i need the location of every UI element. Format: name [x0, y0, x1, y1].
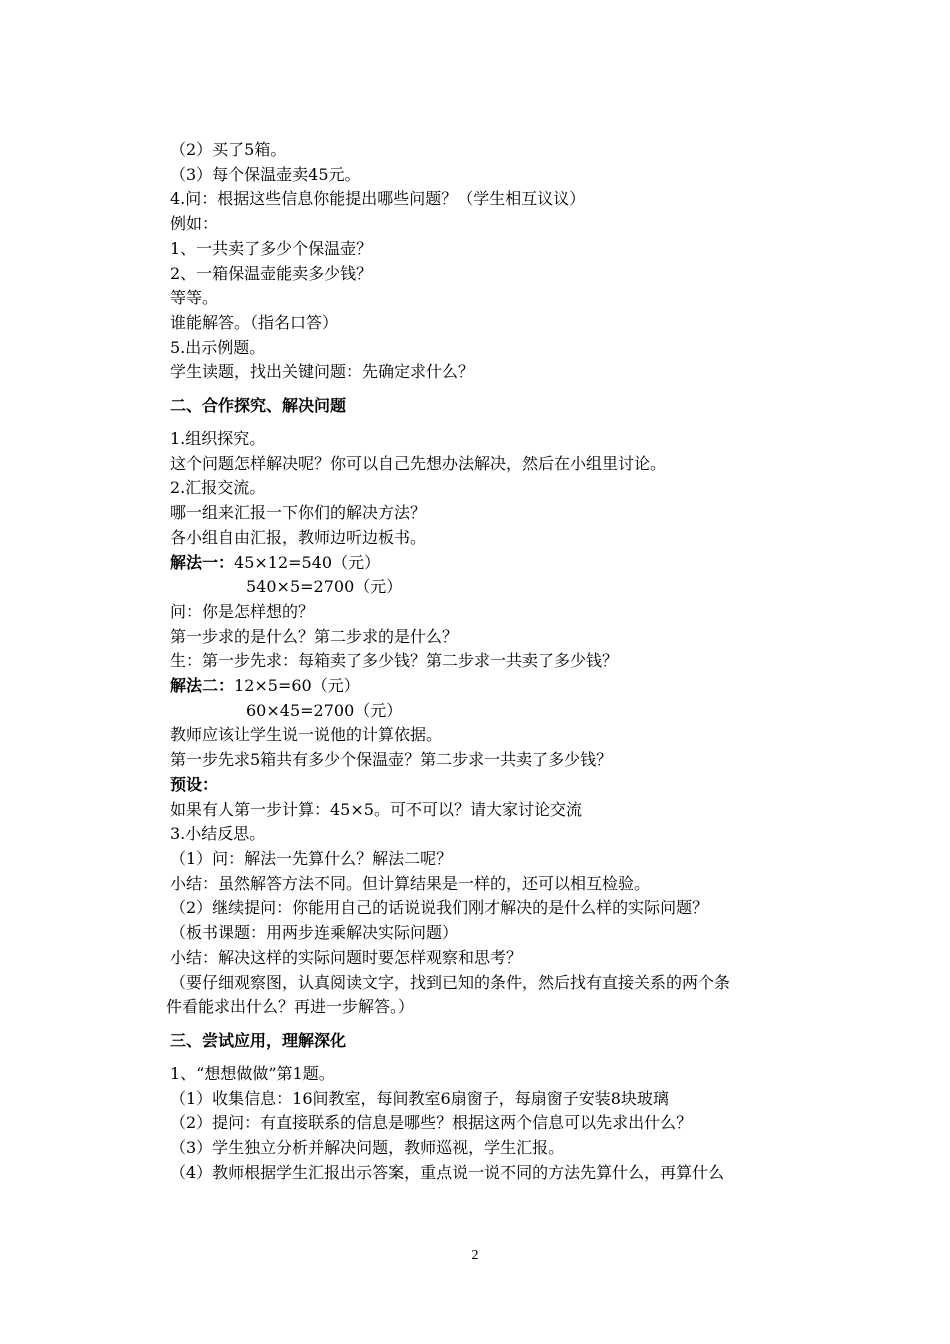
- text-line: 小结：虽然解答方法不同。但计算结果是一样的，还可以相互检验。: [170, 873, 651, 893]
- text-line: 2.汇报交流。: [170, 478, 266, 498]
- method-label: 解法二：: [170, 676, 235, 696]
- text-line: 2、一箱保温壶能卖多少钱？: [170, 263, 373, 283]
- text-line: 3.小结反思。: [170, 824, 266, 844]
- method-one-line: [170, 551, 840, 576]
- text-line: 第一步先求5箱共有多少个保温壶？第二步求一共卖了多少钱？: [170, 750, 613, 770]
- text-line: 小结：解决这样的实际问题时要怎样观察和思考？: [170, 947, 523, 967]
- text-line: （2）买了5箱。: [170, 140, 287, 159]
- text-line: 哪一组来汇报一下你们的解决方法？: [170, 503, 427, 523]
- text-line: （3）学生独立分析并解决问题，教师巡视，学生汇报。: [170, 1138, 565, 1158]
- page-number: 2: [471, 1248, 479, 1263]
- text-line: （要仔细观察图，认真阅读文字，找到已知的条件，然后找有直接关系的两个条: [170, 972, 731, 992]
- text-line: 第一步求的是什么？第二步求的是什么？: [170, 626, 459, 646]
- equation: 540×5=2700（元）: [246, 577, 403, 597]
- method-label: 解法一：: [170, 552, 235, 572]
- section-heading: 三、尝试应用，理解深化: [170, 1030, 347, 1050]
- equation: 60×45=2700（元）: [246, 700, 403, 720]
- equation: 45×12=540（元）: [234, 552, 381, 572]
- text-line: （3）每个保温壶卖45元。: [170, 164, 361, 184]
- text-line: 等等。: [170, 288, 219, 308]
- text-line: 如果有人第一步计算：45×5。可不可以？请大家讨论交流: [170, 799, 582, 819]
- document-body: [166, 138, 840, 1185]
- method-two-line: [170, 674, 840, 699]
- text-line: （2）提问：有直接联系的信息是哪些？根据这两个信息可以先求出什么？: [170, 1113, 693, 1133]
- text-line: 4.问：根据这些信息你能提出哪些问题？（学生相互议议）: [170, 189, 586, 209]
- text-line: （1）收集信息：16间教室，每间教室6扇窗子，每扇窗子安装8块玻璃: [170, 1088, 669, 1108]
- text-line: （4）教师根据学生汇报出示答案，重点说一说不同的方法先算什么，再算什么: [170, 1162, 725, 1182]
- text-line: （2）继续提问：你能用自己的话说说我们刚才解决的是什么样的实际问题？: [170, 898, 709, 918]
- text-line: 学生读题，找出关键问题：先确定求什么？: [170, 362, 475, 382]
- text-line: 1.组织探究。: [170, 429, 266, 449]
- text-line: 生：第一步先求：每箱卖了多少钱？第二步求一共卖了多少钱？: [170, 651, 619, 671]
- text-line: （板书课题：用两步连乘解决实际问题）: [170, 923, 459, 943]
- section-heading: 二、合作探究、解决问题: [170, 396, 347, 416]
- text-line: 1、“想想做做”第1题。: [170, 1063, 335, 1083]
- text-line: 5.出示例题。: [170, 337, 266, 357]
- preset-label: 预设：: [170, 774, 219, 794]
- text-line: 件看能求出什么？再进一步解答。）: [166, 997, 415, 1017]
- text-line: （1）问：解法一先算什么？解法二呢？: [170, 848, 453, 868]
- text-line: 谁能解答。（指名口答）: [170, 312, 339, 332]
- text-line: 这个问题怎样解决呢？你可以自己先想办法解决，然后在小组里讨论。: [170, 453, 667, 473]
- text-line: 1、一共卖了多少个保温壶？: [170, 238, 373, 258]
- text-line: 教师应该让学生说一说他的计算依据。: [170, 725, 443, 745]
- text-line: 例如：: [170, 214, 219, 234]
- equation: 12×5=60（元）: [234, 676, 360, 696]
- text-line: 问：你是怎样想的？: [170, 601, 315, 621]
- text-line: 各小组自由汇报，教师边听边板书。: [170, 527, 427, 547]
